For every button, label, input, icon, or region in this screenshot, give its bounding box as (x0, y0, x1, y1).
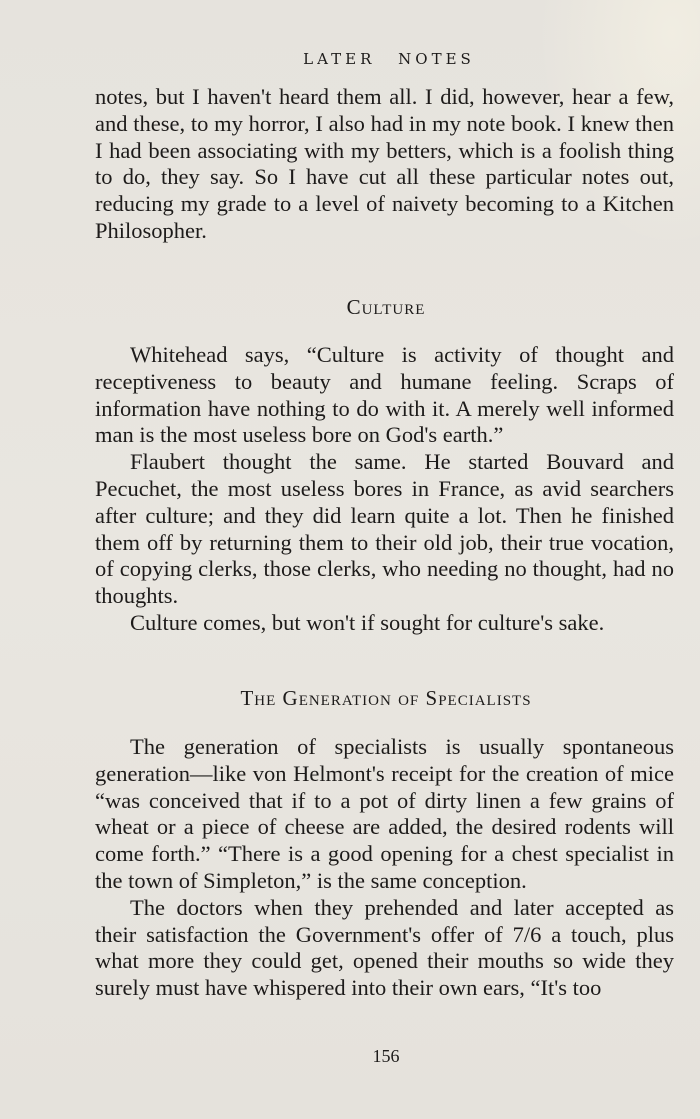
intro-paragraph: notes, but I haven't heard them all. I did, however, hear a few, and these, to my horror, I also had in my note book. I knew then I had been associating with my betters, which is a foolish thing to do, they say. So I have cut all these particular notes out, reducing my grade to a level of naivety becoming to a Kitchen Philosopher. (95, 84, 674, 243)
section-specialists-body (95, 734, 674, 1002)
intro-text (95, 84, 674, 245)
section-heading-specialists: The Generation of Specialists (240, 686, 532, 710)
running-head: LATER NOTES (303, 50, 475, 68)
culture-paragraph-1: Whitehead says, “Culture is activity of thought and receptiveness to beauty and humane feeling. Scraps of information have nothing to do with it. A merely well informed man is the most useless bore on God's earth.” (95, 342, 674, 448)
culture-paragraph-3: Culture comes, but won't if sought for culture's sake. (130, 609, 605, 635)
page-number: 156 (372, 1046, 400, 1066)
specialists-paragraph-1: The generation of specialists is usually spontaneous generation—like von Helmont's receipt for the creation of mice “was conceived that if to a pot of dirty linen a few grains of wheat or a piece of cheese are added, the desired rodents will come forth.” “There is a good opening for a chest specialist in the town of Simpleton,” is the same conception. (95, 734, 674, 893)
section-heading-culture: Culture (346, 295, 426, 319)
section-culture-body (95, 342, 674, 637)
culture-paragraph-2: Flaubert thought the same. He started Bouvard and Pecuchet, the most useless bores in France, as avid searchers after culture; and they did learn quite a lot. Then he finished them off by returning them to their old job, their true vocation, of copying clerks, those clerks, who needing no thought, had no thoughts. (95, 449, 674, 609)
specialists-paragraph-2: The doctors when they prehended and later accepted as their satisfaction the Government's offer of 7/6 a touch, plus what more they could get, opened their mouths so wide they surely must have whispered into their own ears, “It's too (95, 894, 674, 1001)
